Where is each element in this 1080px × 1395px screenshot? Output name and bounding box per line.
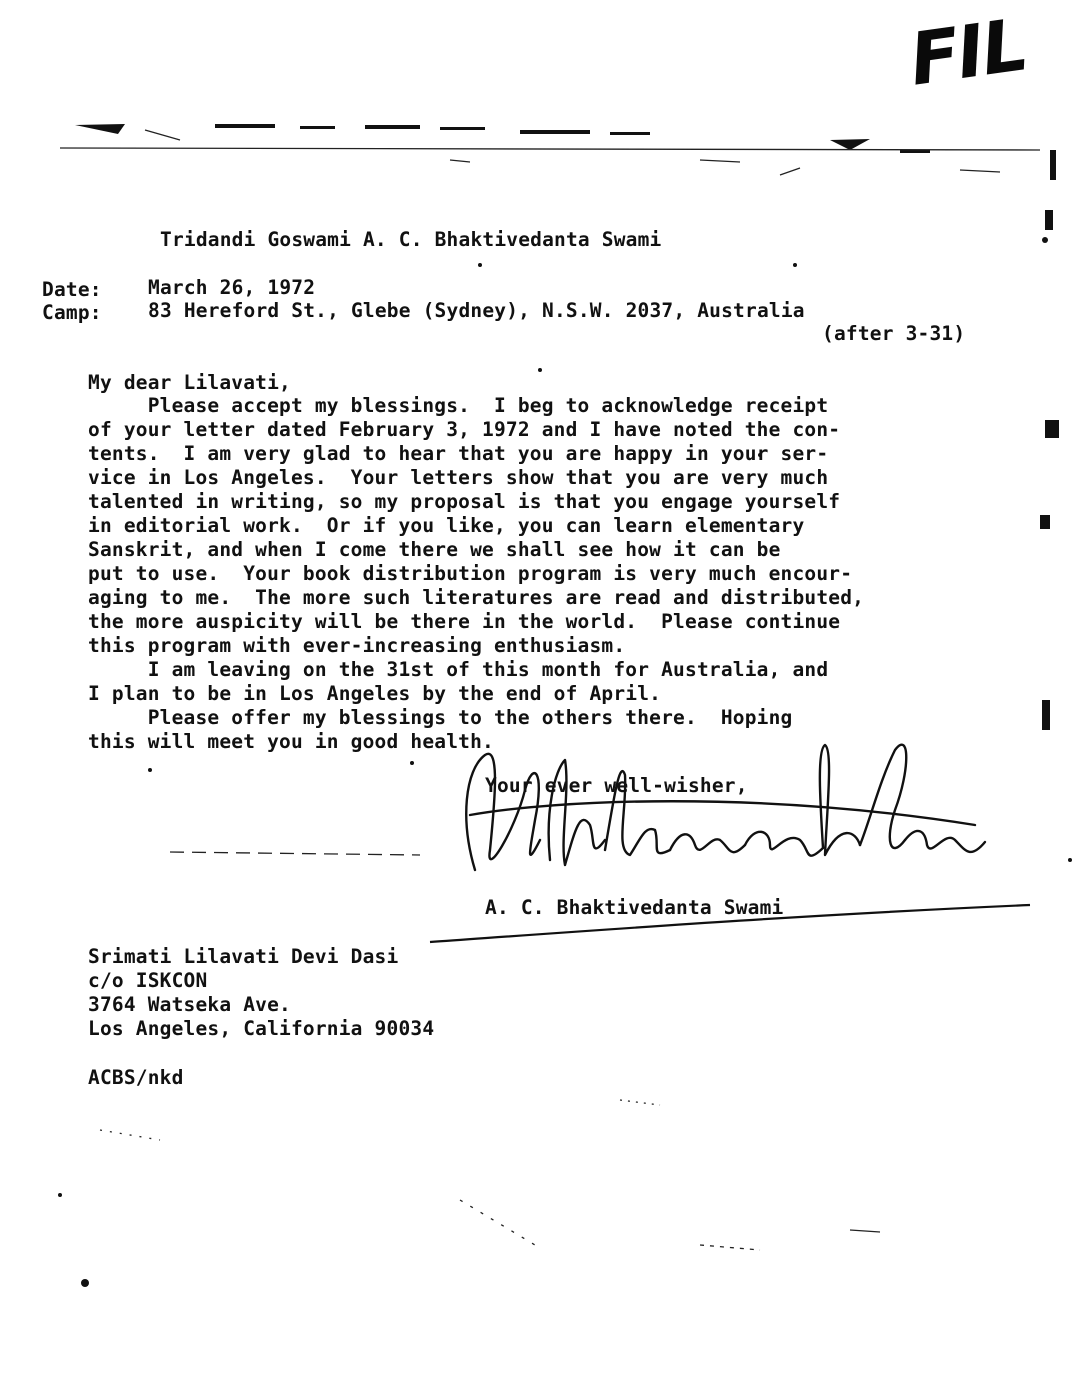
camp-label: Camp: — [42, 301, 102, 324]
date-label: Date: — [42, 278, 102, 301]
file-stamp: FIL — [904, 2, 1032, 102]
body-line: of your letter dated February 3, 1972 and I have noted the con- — [88, 418, 841, 441]
body-line: tents. I am very glad to hear that you are happy in your ser- — [88, 442, 829, 465]
camp-note: (after 3-31) — [822, 322, 966, 345]
body-line: talented in writing, so my proposal is that you engage yourself — [88, 490, 841, 513]
body-line: I am leaving on the 31st of this month for Australia, and — [88, 658, 829, 681]
body-line: Please accept my blessings. I beg to acknowledge receipt — [88, 394, 829, 417]
body-line: Please offer my blessings to the others there. Hoping — [88, 706, 793, 729]
body-line: in editorial work. Or if you like, you can learn elementary — [88, 514, 805, 537]
body-line: Sanskrit, and when I come there we shall see how it can be — [88, 538, 781, 561]
recipient-line: Los Angeles, California 90034 — [88, 1017, 435, 1040]
recipient-line: Srimati Lilavati Devi Dasi — [88, 945, 399, 968]
body-line: I plan to be in Los Angeles by the end of April. — [88, 682, 662, 705]
body-line: this will meet you in good health. — [88, 730, 494, 753]
date-value: March 26, 1972 — [148, 276, 316, 299]
recipient-line: 3764 Watseka Ave. — [88, 993, 291, 1016]
reference-initials: ACBS/nkd — [88, 1066, 184, 1089]
letterhead: Tridandi Goswami A. C. Bhaktivedanta Swami — [160, 228, 662, 251]
body-line: vice in Los Angeles. Your letters show that you are very much — [88, 466, 829, 489]
body-line: the more auspicity will be there in the world. Please continue — [88, 610, 841, 633]
body-line: put to use. Your book distribution program is very much encour- — [88, 562, 853, 585]
salutation: My dear Lilavati, — [88, 371, 291, 394]
signature-name: A. C. Bhaktivedanta Swami — [485, 896, 784, 919]
body-line: aging to me. The more such literatures are read and distributed, — [88, 586, 865, 609]
recipient-line: c/o ISKCON — [88, 969, 208, 992]
camp-address: 83 Hereford St., Glebe (Sydney), N.S.W. 2037, Australia — [148, 299, 805, 322]
closing: Your ever well-wisher, — [485, 774, 748, 797]
body-line: this program with ever-increasing enthusiasm. — [88, 634, 626, 657]
